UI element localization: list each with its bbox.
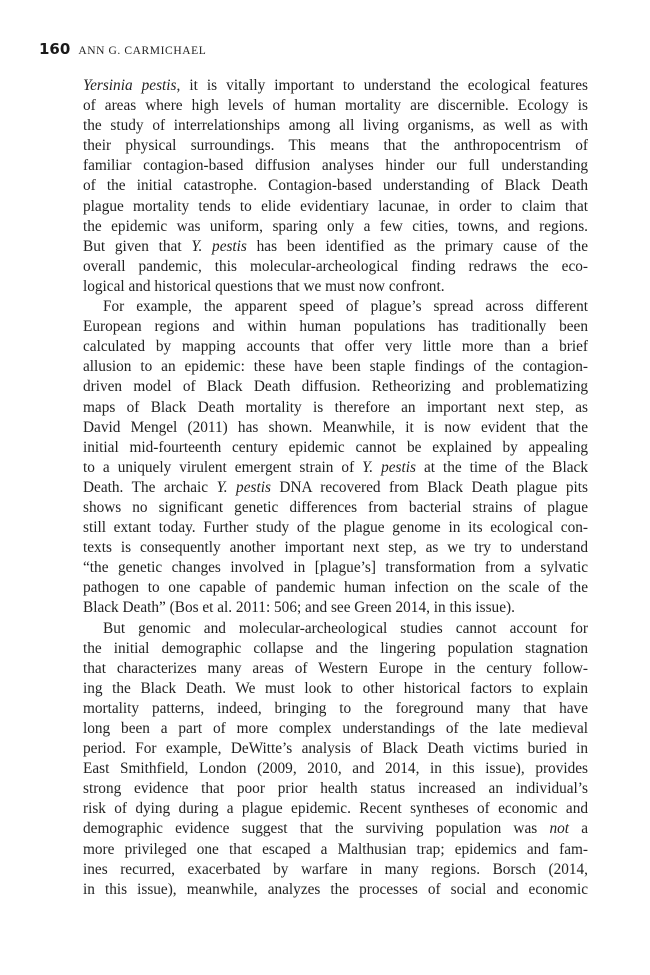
text-line: more privileged one that escaped a Malthusian trap; epidemics and fam-	[83, 840, 588, 858]
text-line: maps of Black Death mortality is therefore an important next step, as	[83, 398, 588, 416]
text-line: that characterizes many areas of Western Europe in the century follow-	[83, 659, 588, 677]
text-line: the study of interrelationships among all living organisms, as well as with	[83, 117, 588, 135]
text-line: pathogen to one capable of pandemic human infection on the scale of the	[83, 579, 588, 597]
text-line: allusion to an epidemic: these have been staple findings of the contagion-	[83, 358, 588, 376]
text-line: ing the Black Death. We must look to other historical factors to explain	[83, 679, 588, 697]
text-line: mortality patterns, indeed, bringing to the foreground many that have	[83, 699, 588, 717]
body-text	[83, 76, 588, 900]
text-line: David Mengel (2011) has shown. Meanwhile, it is now evident that the	[83, 418, 588, 436]
text-line: logical and historical questions that we must now confront.	[83, 277, 445, 295]
page-header	[39, 40, 206, 60]
text-line: period. For example, DeWitte’s analysis of Black Death victims buried in	[83, 740, 588, 758]
text-line: ines recurred, exacerbated by warfare in many regions. Borsch (2014,	[83, 860, 588, 878]
text-line: demographic evidence suggest that the surviving population was not a	[83, 820, 588, 838]
text-line: of areas where high levels of human mortality are discernible. Ecology is	[83, 97, 588, 115]
text-line: Black Death” (Bos et al. 2011: 506; and see Green 2014, in this issue).	[83, 599, 515, 617]
italic-term: Y. pestis	[191, 237, 247, 255]
running-head: ANN G. CARMICHAEL	[78, 45, 207, 57]
text-line: overall pandemic, this molecular-archeological finding redraws the eco-	[83, 257, 588, 275]
text-line: texts is consequently another important next step, as we try to understand	[83, 539, 588, 557]
italic-term: Yersinia pestis	[83, 77, 177, 94]
text-line: familiar contagion-based diffusion analyses hinder our full understanding	[83, 157, 588, 175]
text-line: long been a part of more complex understandings of the late medieval	[83, 720, 588, 737]
text-line: of the initial catastrophe. Contagion-based understanding of Black Death	[83, 177, 588, 195]
text-line: the epidemic was uniform, sparing only a few cities, towns, and regions.	[83, 217, 588, 235]
text-line: calculated by mapping accounts that offer very little more than a brief	[83, 338, 588, 356]
text-line: shows no significant genetic differences from bacterial strains of plague	[83, 498, 588, 516]
italic-term: Y. pestis	[216, 478, 271, 496]
text-line: driven model of Black Death diffusion. Retheorizing and problematizing	[83, 378, 588, 396]
text-line: For example, the apparent speed of plague’s spread across different	[103, 298, 588, 316]
text-line: their physical surroundings. This means that the anthropocentrism of	[83, 137, 588, 155]
page-number: 160	[39, 40, 71, 58]
text-line: to a uniquely virulent emergent strain of Y. pestis at the time of the Black	[83, 458, 588, 476]
text-line: strong evidence that poor prior health status increased an individual’s	[83, 780, 588, 798]
text-line: plague mortality tends to elide evidentiary lacunae, in order to claim that	[83, 197, 588, 215]
text-line: But genomic and molecular-archeological studies cannot account for	[103, 619, 588, 637]
text-line: “the genetic changes involved in [plague’s] transformation from a sylvatic	[83, 559, 588, 577]
text-line: the initial demographic collapse and the lingering population stagnation	[83, 639, 588, 657]
text-line: Death. The archaic Y. pestis DNA recovered from Black Death plague pits	[83, 478, 588, 496]
text-line: risk of dying during a plague epidemic. Recent syntheses of economic and	[83, 800, 588, 818]
italic-term: Y. pestis	[362, 458, 416, 476]
text-line: European regions and within human populations has traditionally been	[83, 318, 588, 336]
text-line: Yersinia pestis, it is vitally important to understand the ecological features	[83, 77, 588, 94]
text-line: But given that Y. pestis has been identified as the primary cause of the	[83, 237, 588, 255]
text-line: East Smithfield, London (2009, 2010, and 2014, in this issue), provides	[83, 760, 588, 778]
text-line: in this issue), meanwhile, analyzes the processes of social and economic	[83, 880, 588, 898]
italic-term: not	[549, 820, 569, 838]
text-line: still extant today. Further study of the plague genome in its ecological con-	[83, 519, 588, 537]
text-line: initial mid-fourteenth century epidemic cannot be explained by appealing	[83, 438, 588, 456]
